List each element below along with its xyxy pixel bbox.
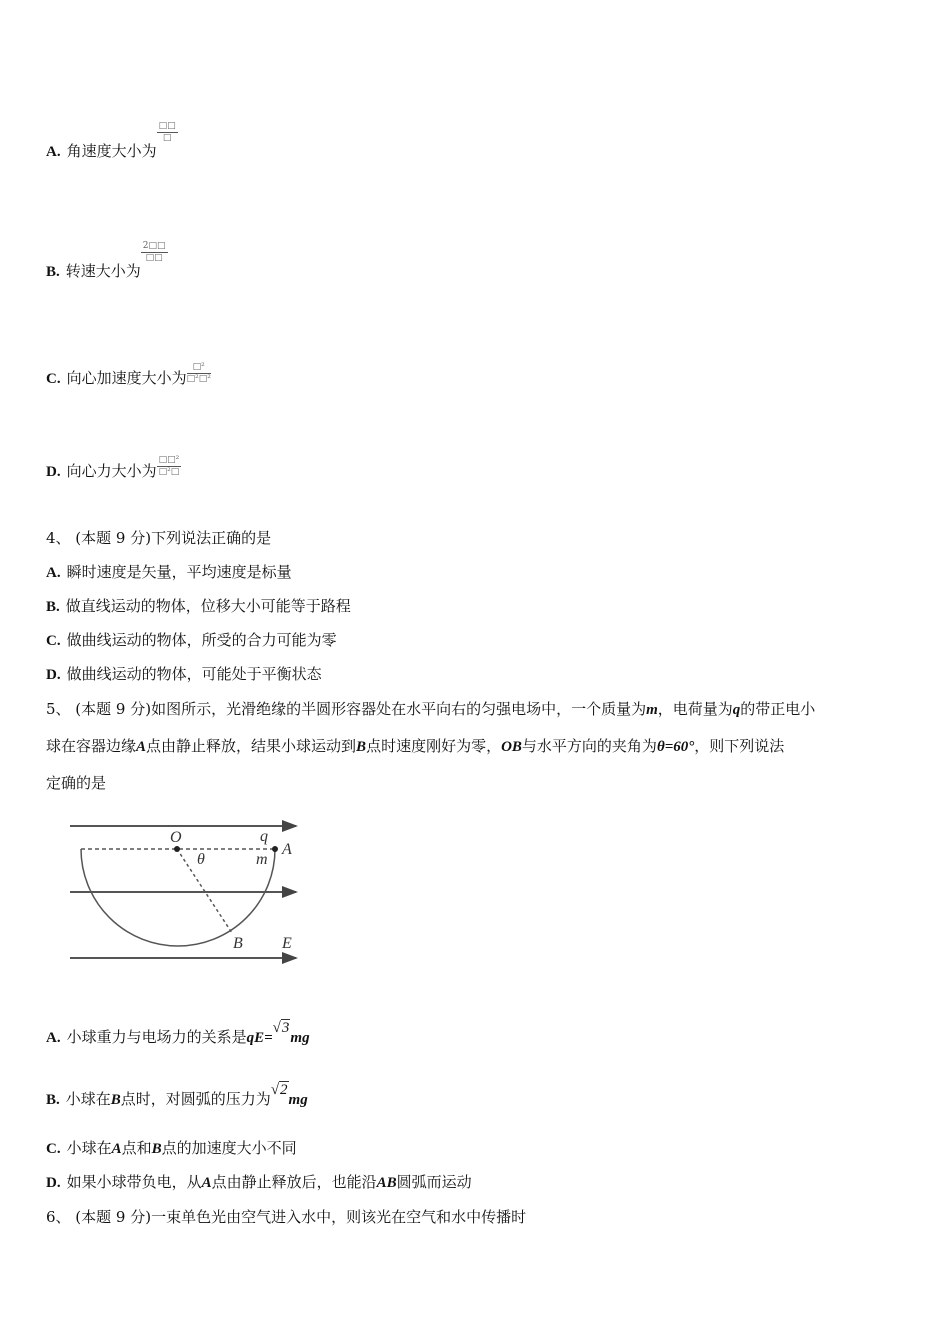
option-text: 向心力大小为 — [66, 462, 157, 480]
q4-option-d — [46, 664, 322, 685]
var-b: B — [356, 739, 367, 755]
numerator: 2□□ — [142, 241, 166, 251]
radicand: 3 — [281, 1020, 290, 1036]
denominator: □□ — [145, 253, 163, 263]
numerator: □□ — [158, 121, 176, 131]
option-label: C. — [46, 371, 61, 387]
option-label: C. — [46, 1141, 61, 1157]
var-b: B — [151, 1141, 162, 1157]
point-o — [174, 846, 180, 852]
option-d — [46, 455, 181, 482]
label-q: q — [260, 828, 268, 845]
option-text: 角速度大小为 — [66, 142, 157, 160]
question-6-stem: 6、 (本题 9 分)一束单色光由空气进入水中，则该光在空气和水中传播时 — [46, 1208, 527, 1226]
question-4-stem: 4、 (本题 9 分)下列说法正确的是 — [46, 529, 272, 547]
expr-tail: mg — [288, 1092, 308, 1108]
point-a — [272, 846, 278, 852]
text: 小球在 — [66, 1139, 112, 1157]
text: 点的加速度大小不同 — [161, 1139, 297, 1157]
q4-option-a — [46, 562, 292, 583]
q4-option-c — [46, 630, 337, 651]
option-label: A. — [46, 565, 61, 581]
radicand: 2 — [280, 1082, 288, 1098]
option-c — [46, 362, 211, 389]
label-b: B — [233, 935, 243, 952]
expr-tail: mg — [290, 1030, 310, 1046]
text: 如果小球带负电，从 — [66, 1173, 202, 1191]
option-label: C. — [46, 633, 61, 649]
label-theta: θ — [197, 851, 205, 868]
question-5-line-1 — [46, 699, 815, 720]
text: 球在容器边缘 — [46, 737, 137, 755]
var-a: A — [201, 1175, 212, 1191]
option-label: B. — [46, 264, 60, 280]
label-m: m — [256, 851, 268, 868]
text: 小球在 — [65, 1090, 111, 1108]
question-5-line-2 — [46, 736, 784, 757]
var-ab: AB — [376, 1175, 397, 1191]
option-text: 做直线运动的物体，位移大小可能等于路程 — [65, 597, 351, 615]
text: 的带正电小 — [740, 700, 816, 718]
semicircle-container — [81, 849, 275, 946]
text: 点时，对圆弧的压力为 — [120, 1090, 271, 1108]
q5-option-b — [46, 1082, 308, 1110]
option-label: A. — [46, 144, 61, 160]
option-text: 瞬时速度是矢量，平均速度是标量 — [66, 563, 292, 581]
text: 点由静止释放后，也能沿 — [211, 1173, 377, 1191]
text: 与水平方向的夹角为 — [521, 737, 657, 755]
text: 点由静止释放，结果小球运动到 — [146, 737, 357, 755]
q5-option-c — [46, 1138, 297, 1159]
option-label: A. — [46, 1030, 61, 1046]
label-o: O — [170, 829, 182, 846]
text: ，电荷量为 — [657, 700, 733, 718]
label-e: E — [282, 935, 292, 952]
option-text: 做曲线运动的物体，可能处于平衡状态 — [66, 665, 322, 683]
expr: qE= — [246, 1030, 273, 1046]
label-a: A — [282, 841, 292, 858]
text: 圆弧而运动 — [396, 1173, 472, 1191]
option-text: 向心加速度大小为 — [66, 369, 187, 387]
var-q: q — [732, 702, 741, 718]
q4-option-b — [46, 596, 351, 617]
option-label: B. — [46, 1092, 60, 1108]
option-label: D. — [46, 464, 61, 480]
var-ob: OB — [501, 739, 522, 755]
sqrt: √2 — [270, 1082, 288, 1098]
option-label: B. — [46, 599, 60, 615]
formula — [157, 121, 178, 144]
option-text: 小球重力与电场力的关系是 — [66, 1028, 247, 1046]
semicircle-field-diagram — [60, 810, 310, 970]
denominator: □²□ — [158, 467, 180, 477]
option-a — [46, 121, 178, 162]
option-b — [46, 241, 168, 282]
sqrt: √3 — [272, 1020, 290, 1036]
var-m: m — [646, 702, 658, 718]
text: 5、 (本题 9 分)如图所示，光滑绝缘的半圆形容器处在水平向右的匀强电场中，一个质量为 — [46, 700, 647, 718]
text: ，则下列说法 — [694, 737, 785, 755]
denominator: □ — [162, 133, 172, 143]
option-text: 做曲线运动的物体，所受的合力可能为零 — [66, 631, 337, 649]
option-text: 转速大小为 — [65, 262, 141, 280]
formula — [157, 455, 182, 478]
var-a: A — [111, 1141, 122, 1157]
numerator: □□² — [158, 455, 180, 465]
var-theta: θ=60° — [656, 739, 695, 755]
var-b: B — [110, 1092, 121, 1108]
text: 点和 — [121, 1139, 152, 1157]
formula — [187, 362, 211, 385]
text: 点时速度刚好为零， — [366, 737, 502, 755]
q5-option-d — [46, 1172, 472, 1193]
question-5-line-3: 定确的是 — [46, 774, 107, 792]
denominator: □²□² — [186, 374, 211, 384]
option-label: D. — [46, 1175, 61, 1191]
formula — [141, 241, 168, 264]
q5-option-a — [46, 1020, 310, 1048]
option-label: D. — [46, 667, 61, 683]
var-a: A — [136, 739, 147, 755]
numerator: □² — [187, 362, 211, 374]
